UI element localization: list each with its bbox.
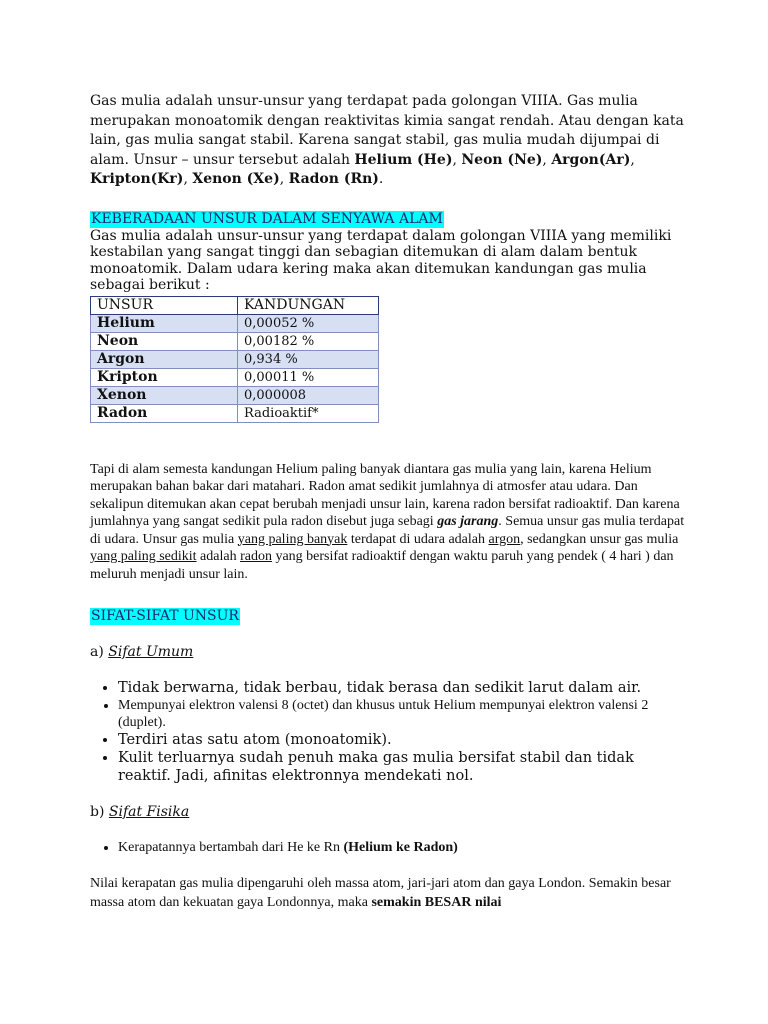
subheading-sifat-umum [90,643,690,661]
list-item [118,839,690,857]
gas-content-table [90,296,379,423]
table-row [91,350,379,368]
underline-argon: argon [488,531,521,547]
table-cell-unsur: Helium [91,314,238,332]
section-heading-sifat: SIFAT-SIFAT UNSUR [91,608,239,624]
para3-text: yang bersifat radioaktif dengan waktu paruh yang pendek ( 4 hari ) dan meluruh menjadi unsur lain. [90,549,674,582]
intro-paragraph: Gas mulia adalah unsur-unsur yang terdapat pada golongan VIIIA. Gas mulia merupakan monoatomik dengan reaktivitas kimia sangat rendah. Atau dengan kata lain, gas mulia sangat stabil. Karena sangat stabil, gas mulia mudah dijumpai di alam. Unsur – unsur tersebut adalah Helium (He), Neon (Ne), Argon(Ar), Kripton(Kr), Xenon (Xe), Radon (Rn). [90,93,684,187]
intro-text: Gas mulia adalah unsur-unsur yang terdapat pada golongan VIIIA. Gas mulia merupakan monoatomik dengan reaktivitas kimia sangat rendah. Atau dengan kata lain, gas mulia sangat stabil. Karena sangat stabil, gas mulia mudah dijumpai di alam. Unsur – unsur tersebut adalah [90,93,684,168]
table-cell-kandungan: 0,00182 % [238,332,379,350]
table-cell-kandungan: 0,00011 % [238,368,379,386]
underline-paling-sedikit: yang paling sedikit [90,549,197,564]
density-paragraph [90,875,690,912]
underline-radon: radon [240,549,272,564]
table-cell-kandungan: 0,00052 % [238,314,379,332]
table-cell-unsur: Kripton [91,368,238,386]
subheading-prefix: b) [90,804,109,820]
table-row [91,404,379,422]
section-heading-keberadaan: KEBERADAAN UNSUR DALAM SENYAWA ALAM [91,210,443,227]
element-neon: Neon (Ne) [461,151,543,168]
table-row [91,314,379,332]
para3-text: terdapat di udara adalah [347,531,489,547]
gas-jarang-term: gas jarang [437,514,499,529]
para3-text: . Semua unsur gas mulia terdapat di udara. Unsur gas mulia [90,514,685,547]
list-item-bold: (Helium ke Radon) [343,840,458,855]
element-argon: Argon(Ar) [551,151,631,168]
table-cell-kandungan: 0,000008 [238,386,379,404]
subheading-prefix: a) [90,644,109,660]
para3-text: adalah [196,549,241,564]
table-cell-kandungan: 0,934 % [238,350,379,368]
subheading-label: Sifat Umum [108,644,194,660]
para3-text: Tapi di alam semesta kandungan Helium paling banyak diantara gas mulia yang lain, karena Helium merupakan bahan bakar dari matahari. Radon amat sedikit jumlahnya di atmosfer atau udara. Dan sekalipun ditemukan akan cepat berubah menjadi unsur lain, karena radon bersifat radioaktif. Dan karena jumlahnya yang sangat sedikit pula radon disebut juga sebagi [90,461,680,529]
subheading-sifat-fisika [90,803,690,821]
section1-paragraph: Gas mulia adalah unsur-unsur yang terdapat dalam golongan VIIIA yang memiliki kestabilan yang sangat tinggi dan sebagian ditemukan di alam dalam bentuk monoatomik. Dalam udara kering maka akan ditemukan kandungan gas mulia sebagai berikut : [90,227,672,293]
para3-text: , sedangkan unsur gas mulia [520,531,679,547]
table-row [91,332,379,350]
table-header-row [91,296,379,314]
list-item: • Kulit terluarnya sudah penuh maka gas mulia bersifat stabil dan tidak reaktif. Jadi, afinitas elektronnya mendekati nol. [118,749,690,785]
table-cell-kandungan: Radioaktif* [238,404,379,422]
table-header-unsur: UNSUR [91,296,238,314]
table-row [91,368,379,386]
helium-radon-paragraph [90,461,690,584]
table-row [91,386,379,404]
subheading-label: Sifat Fisika [108,804,190,820]
sifat-umum-list [90,679,690,785]
table-cell-unsur: Neon [91,332,238,350]
table-cell-unsur: Xenon [91,386,238,404]
list-item: • Terdiri atas satu atom (monoatomik). [118,731,690,749]
element-xenon: Xenon (Xe) [192,171,280,187]
element-radon: Radon (Rn) [288,171,379,187]
density-text: Nilai kerapatan gas mulia dipengaruhi oleh massa atom, jari-jari atom dan gaya London. Semakin besar massa atom dan kekuatan gaya Londonnya, maka [90,876,671,910]
list-item: • Mempunyai elektron valensi 8 (octet) dan khusus untuk Helium mempunyai elektron valensi 2 (duplet). [118,697,690,731]
table-header-kandungan: KANDUNGAN [238,296,379,314]
density-bold: semakin BESAR nilai [371,894,502,910]
table-cell-unsur: Radon [91,404,238,422]
underline-paling-banyak: yang paling banyak [237,531,348,547]
sifat-fisika-list [90,839,690,857]
element-kripton: Kripton(Kr) [90,171,184,187]
table-cell-unsur: Argon [91,350,238,368]
document-page [90,92,690,912]
element-helium: Helium (He) [354,151,453,168]
list-item: • Tidak berwarna, tidak berbau, tidak berasa dan sedikit larut dalam air. [118,679,690,697]
list-item-text: Kerapatannya bertambah dari He ke Rn [118,840,344,855]
